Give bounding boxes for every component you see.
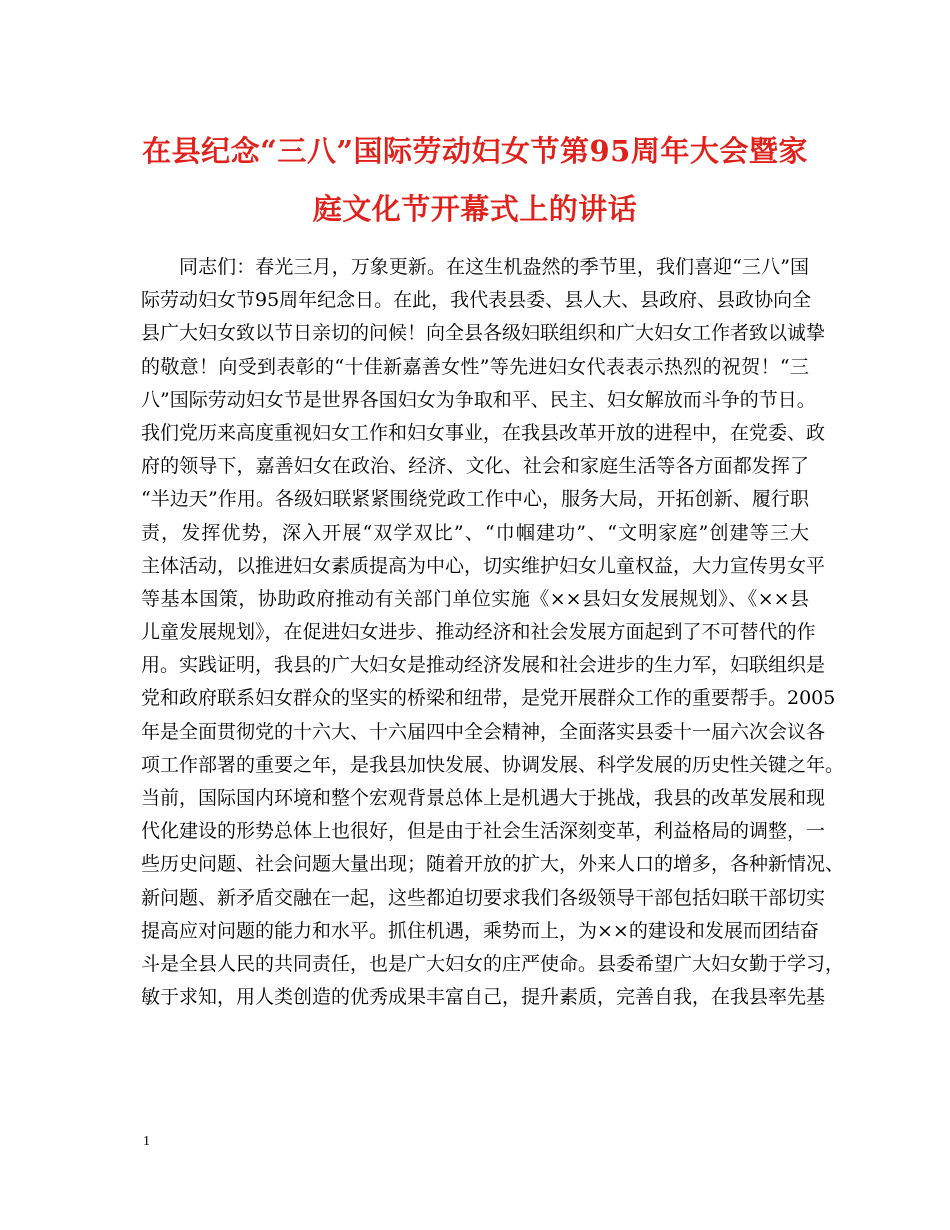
body-line: 提高应对问题的能力和水平。抓住机遇，乘势而上，为××的建设和发展而团结奋 [141,919,819,942]
body-line: 用。实践证明，我县的广大妇女是推动经济发展和社会进步的生力军，妇联组织是 [141,654,826,677]
body-line: 儿童发展规划》，在促进妇女进步、推动经济和社会发展方面起到了不可替代的作 [141,621,816,644]
body-line: 同志们：春光三月，万象更新。在这生机盎然的季节里，我们喜迎“三八”国 [179,256,809,278]
document-title [120,122,830,238]
body-line: 的敬意！向受到表彰的“十佳新嘉善女性”等先进妇女代表表示热烈的祝贺！“三 [141,355,809,378]
body-line: 我们党历来高度重视妇女工作和妇女事业，在我县改革开放的进程中，在党委、政 [141,421,826,444]
body-line: 党和政府联系妇女群众的坚实的桥梁和纽带，是党开展群众工作的重要帮手。2005 [141,687,836,710]
body-line: 斗是全县人民的共同责任，也是广大妇女的庄严使命。县委希望广大妇女勤于学习， [141,952,845,975]
body-line: 县广大妇女致以节日亲切的问候！向全县各级妇联组织和广大妇女工作者致以诚挚 [141,322,826,345]
body-line: 新问题、新矛盾交融在一起，这些都迫切要求我们各级领导干部包括妇联干部切实 [141,886,826,909]
page-number: 1 [143,1134,150,1149]
body-line: 等基本国策，协助政府推动有关部门单位实施《××县妇女发展规划》、《××县 [141,587,809,610]
speech-body [141,251,845,1014]
body-line: 当前，国际国内环境和整个宏观背景总体上是机遇大于挑战，我县的改革发展和现 [141,787,826,809]
title-line-1: 在县纪念“三八”国际劳动妇女节第95周年大会暨家 [142,134,808,168]
body-line: 敏于求知，用人类创造的优秀成果丰富自己，提升素质，完善自我，在我县率先基 [141,986,826,1009]
body-line: “半边天”作用。各级妇联紧紧围绕党政工作中心，服务大局，开拓创新、履行职 [141,488,809,511]
body-line: 责，发挥优势，深入开展“双学双比”、“巾帼建功”、“文明家庭”创建等三大 [141,521,809,544]
body-line: 府的领导下，嘉善妇女在政治、经济、文化、社会和家庭生活等各方面都发挥了 [141,455,809,478]
title-line-2: 庭文化节开幕式上的讲话 [312,192,638,226]
body-line: 年是全面贯彻党的十六大、十六届四中全会精神，全面落实县委十一届六次会议各 [141,720,826,743]
body-line: 项工作部署的重要之年，是我县加快发展、协调发展、科学发展的历史性关键之年。 [141,753,845,776]
body-line: 主体活动，以推进妇女素质提高为中心，切实维护妇女儿童权益，大力宣传男女平 [141,554,826,577]
body-line: 八”国际劳动妇女节是世界各国妇女为争取和平、民主、妇女解放而斗争的节日。 [141,388,816,411]
body-line: 代化建设的形势总体上也很好，但是由于社会生活深刻变革，利益格局的调整，一 [141,820,826,843]
body-line: 些历史问题、社会问题大量出现；随着开放的扩大，外来人口的增多，各种新情况、 [141,853,845,876]
body-line: 际劳动妇女节95周年纪念日。在此，我代表县委、县人大、县政府、县政协向全 [141,289,812,312]
